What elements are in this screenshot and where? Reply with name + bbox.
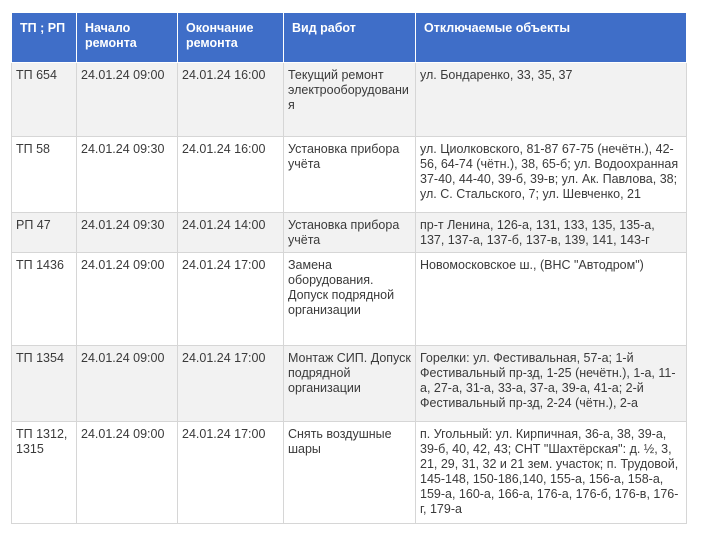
cell-end: 24.01.24 17:00 [178, 422, 284, 524]
table-row [12, 213, 687, 253]
cell-objects: п. Угольный: ул. Кирпичная, 36-а, 38, 39-а, 39-б, 40, 42, 43; СНТ "Шахтёрская": д. ½, 3, 21, 29, 31, 32 и 21 зем. участок; п. Трудовой, 145-148, 150-186,140, 155-а, 156-а, 158-а, 159-а, 160-а, 166-а, 176-а, 176-б, 176-в, 176-г, 179-а [416, 422, 687, 524]
outage-schedule-table [11, 12, 687, 524]
cell-tp: ТП 654 [12, 63, 77, 137]
cell-end: 24.01.24 17:00 [178, 346, 284, 422]
cell-tp: ТП 1312, 1315 [12, 422, 77, 524]
header-row [12, 13, 687, 63]
cell-end: 24.01.24 14:00 [178, 213, 284, 253]
cell-objects: ул. Циолковского, 81-87 67-75 (нечётн.), 42-56, 64-74 (чётн.), 38, 65-б; ул. Водоохранная 37-40, 44-40, 39-б, 39-в; ул. Ак. Павлова, 38; ул. С. Стальского, 7; ул. Шевченко, 21 [416, 137, 687, 213]
cell-start: 24.01.24 09:00 [77, 346, 178, 422]
cell-tp: ТП 1436 [12, 253, 77, 346]
table-row [12, 422, 687, 524]
cell-objects: ул. Бондаренко, 33, 35, 37 [416, 63, 687, 137]
cell-start: 24.01.24 09:30 [77, 213, 178, 253]
cell-end: 24.01.24 16:00 [178, 63, 284, 137]
cell-tp: ТП 1354 [12, 346, 77, 422]
cell-start: 24.01.24 09:00 [77, 253, 178, 346]
cell-work: Снять воздушные шары [284, 422, 416, 524]
cell-start: 24.01.24 09:00 [77, 63, 178, 137]
header-objects: Отключаемые объекты [416, 13, 687, 63]
cell-end: 24.01.24 17:00 [178, 253, 284, 346]
header-end: Окончание ремонта [178, 13, 284, 63]
cell-work: Установка прибора учёта [284, 213, 416, 253]
cell-objects: пр-т Ленина, 126-а, 131, 133, 135, 135-а, 137, 137-а, 137-б, 137-в, 139, 141, 143-г [416, 213, 687, 253]
cell-work: Текущий ремонт электрооборудования [284, 63, 416, 137]
header-tp: ТП ; РП [12, 13, 77, 63]
cell-end: 24.01.24 16:00 [178, 137, 284, 213]
cell-tp: ТП 58 [12, 137, 77, 213]
cell-work: Замена оборудования. Допуск подрядной организации [284, 253, 416, 346]
cell-start: 24.01.24 09:00 [77, 422, 178, 524]
cell-objects: Новомосковское ш., (ВНС "Автодром") [416, 253, 687, 346]
table-row [12, 137, 687, 213]
cell-work: Монтаж СИП. Допуск подрядной организации [284, 346, 416, 422]
table-row [12, 346, 687, 422]
header-start: Начало ремонта [77, 13, 178, 63]
cell-objects: Горелки: ул. Фестивальная, 57-а; 1-й Фестивальный пр-зд, 1-25 (нечётн.), 1-а, 11-а, 27-а, 31-а, 33-а, 37-а, 39-а, 41-а; 2-й Фестивальный пр-зд, 2-24 (чётн.), 2-а [416, 346, 687, 422]
cell-tp: РП 47 [12, 213, 77, 253]
table-row [12, 63, 687, 137]
cell-work: Установка прибора учёта [284, 137, 416, 213]
table-header [12, 13, 687, 63]
header-work: Вид работ [284, 13, 416, 63]
table-row [12, 253, 687, 346]
cell-start: 24.01.24 09:30 [77, 137, 178, 213]
table-body [12, 63, 687, 524]
